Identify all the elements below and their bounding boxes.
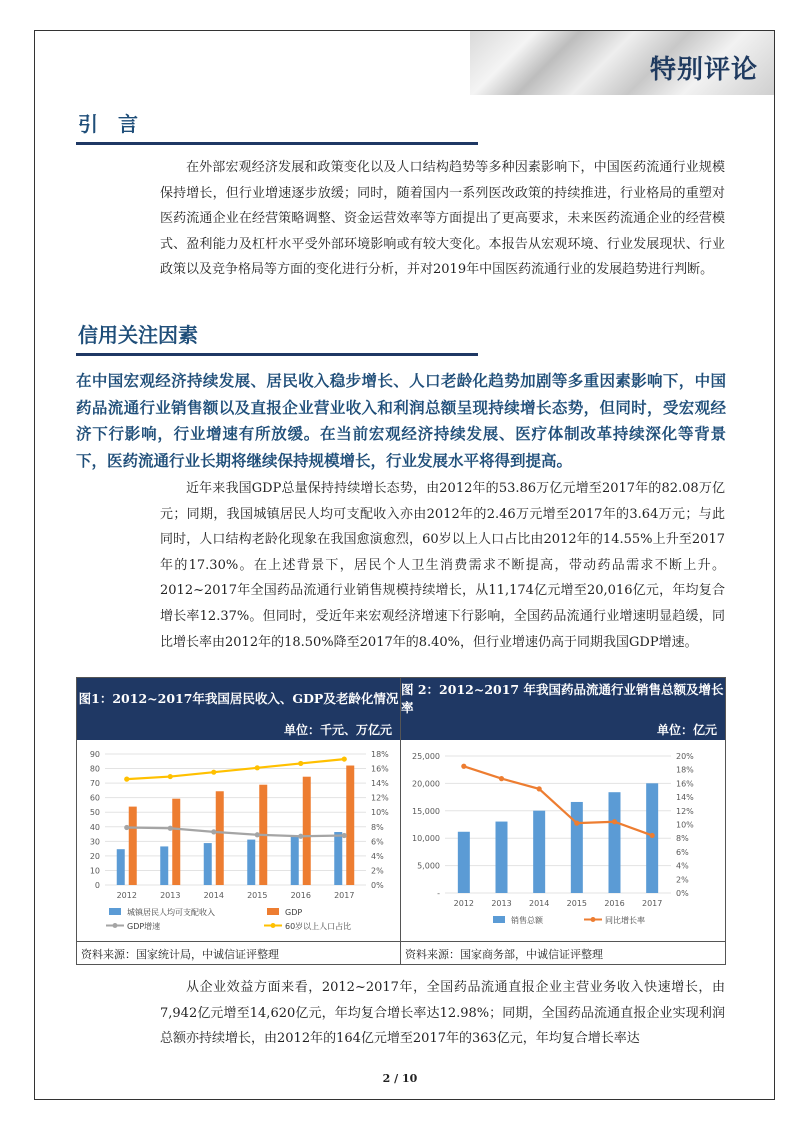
- y-tick-label: 50: [89, 808, 100, 818]
- legend-swatch-point: [591, 917, 596, 922]
- intro-heading: 引 言: [78, 112, 138, 136]
- series-line-60岁以上人口占比: [127, 759, 345, 779]
- profit-paragraph: 从企业效益方面来看，2012~2017年，全国药品流通直报企业主营业务收入快速增长，由7,942亿元增至14,620亿元，年均复合增长率达12.98%；同期，全国药品流通直报企业实现利润总额亦持续增长，由2012年的164亿元增至2017年的363亿元，年均复合增长率达: [160, 980, 725, 1047]
- point-同比增长率: [537, 786, 542, 791]
- y-tick-label: 30: [89, 837, 100, 847]
- figure2-title: 图 2：2012~2017 年我国药品流通行业销售总额及增长率: [401, 678, 725, 718]
- y-tick-label: 5,000: [417, 861, 440, 871]
- y2-tick-label: 10%: [371, 808, 389, 818]
- y-tick-label: 80: [89, 764, 100, 774]
- y2-tick-label: 0%: [676, 889, 689, 898]
- y2-tick-label: 16%: [371, 764, 389, 774]
- point-同比增长率: [650, 833, 655, 838]
- page-number: 2 / 10: [382, 1072, 418, 1085]
- point-GDP增速: [298, 834, 303, 839]
- point-GDP增速: [124, 825, 129, 830]
- figure-panel: [76, 677, 726, 965]
- x-tick-label: 2017: [641, 899, 663, 908]
- legend-label: GDP: [285, 908, 303, 917]
- bar-销售总额: [458, 832, 470, 893]
- point-60岁以上人口占比: [211, 770, 216, 775]
- point-同比增长率: [461, 764, 466, 769]
- y2-tick-label: 6%: [676, 847, 689, 857]
- y2-tick-label: 18%: [676, 765, 694, 775]
- y-tick-label: 20,000: [412, 779, 440, 789]
- y2-tick-label: 4%: [676, 861, 689, 871]
- intro-rule: [76, 142, 478, 145]
- point-60岁以上人口占比: [168, 774, 173, 779]
- point-60岁以上人口占比: [124, 777, 129, 782]
- bar-城镇居民人均可支配收入: [247, 840, 255, 885]
- macro-paragraph: 近年来我国GDP总量保持持续增长态势，由2012年的53.86万亿元增至2017年的82.08万亿元；同期，我国城镇居民人均可支配收入亦由2012年的2.46万元增至2017年的3.64万元；与此同时，人口结构老龄化现象在我国愈演愈烈，60岁以上人口占比由2012年的14.55%上升至2017年的17.30%。在上述背景下，居民个人卫生消费需求不断提高，带动药品需求不断上升。2012~2017年全国药品流通行业销售规模持续增长，从11,174亿元增至20,016亿元，年均复合增长率12.37%。但同时，受近年来宏观经济增速下行影响，全国药品流通行业增速明显趋缓，同比增长率由2012年的18.50%降至2017年的8.40%，但行业增速仍高于同期我国GDP增速。: [160, 481, 725, 650]
- report-category-title: 特别评论: [649, 55, 758, 85]
- series-line-同比增长率: [464, 766, 652, 835]
- y-tick-label: 20: [89, 851, 100, 861]
- bar-城镇居民人均可支配收入: [204, 843, 212, 885]
- y2-tick-label: 12%: [371, 793, 389, 803]
- y2-tick-label: 2%: [371, 866, 384, 876]
- x-tick-label: 2013: [491, 899, 512, 908]
- bar-销售总额: [496, 822, 508, 893]
- point-同比增长率: [499, 776, 504, 781]
- figure1-title: 图1：2012~2017年我国居民收入、GDP及老龄化情况: [77, 678, 400, 718]
- point-60岁以上人口占比: [255, 765, 260, 770]
- y2-tick-label: 0%: [371, 881, 384, 890]
- y-tick-label: 40: [89, 822, 100, 832]
- legend-label: 销售总额: [511, 916, 543, 925]
- legend-label: 60岁以上人口占比: [285, 922, 352, 931]
- credit-summary: 在中国宏观经济持续发展、居民收入稳步增长、人口老龄化趋势加剧等多重因素影响下，中国药品流通行业销售额以及直报企业营业收入和利润总额呈现持续增长态势，但同时，受宏观经济下行影响，行业增速有所放缓。在当前宏观经济持续发展、医疗体制改革持续深化等背景下，医药流通行业长期将继续保持规模增长，行业发展水平将得到提高。: [76, 372, 726, 470]
- point-GDP增速: [211, 829, 216, 834]
- y2-tick-label: 4%: [371, 851, 384, 861]
- point-GDP增速: [168, 826, 173, 831]
- bar-GDP: [303, 777, 311, 885]
- y2-tick-label: 20%: [676, 752, 694, 761]
- bar-城镇居民人均可支配收入: [334, 832, 342, 885]
- y2-tick-label: 2%: [676, 875, 689, 885]
- y2-tick-label: 6%: [371, 837, 384, 847]
- y-tick-label: 90: [89, 750, 100, 759]
- x-tick-label: 2012: [453, 899, 475, 908]
- bar-GDP: [172, 799, 180, 885]
- point-60岁以上人口占比: [298, 761, 303, 766]
- header-banner: [470, 31, 774, 95]
- legend-swatch: [267, 908, 279, 915]
- y2-tick-label: 16%: [676, 779, 694, 789]
- bar-销售总额: [646, 783, 658, 893]
- bar-城镇居民人均可支配收入: [160, 846, 168, 885]
- x-tick-label: 2013: [160, 891, 181, 900]
- figure1-source: 资料来源：国家统计局，中诚信证评整理: [77, 941, 400, 965]
- x-tick-label: 2017: [334, 891, 355, 900]
- x-tick-label: 2012: [116, 891, 137, 900]
- bar-GDP: [129, 807, 137, 885]
- figure2-chart: [401, 740, 725, 941]
- point-同比增长率: [574, 821, 579, 826]
- bar-城镇居民人均可支配收入: [117, 849, 125, 885]
- y-tick-label: 15,000: [412, 806, 440, 816]
- y2-tick-label: 8%: [371, 822, 384, 832]
- x-tick-label: 2015: [566, 899, 588, 908]
- bar-城镇居民人均可支配收入: [291, 836, 299, 885]
- y-tick-label: 0: [94, 881, 100, 890]
- y-tick-label: 25,000: [412, 752, 440, 761]
- legend-swatch-point: [271, 923, 276, 928]
- intro-paragraph: 在外部宏观经济发展和政策变化以及人口结构趋势等多种因素影响下，中国医药流通行业规模保持增长，但行业增速逐步放缓；同时，随着国内一系列医改政策的持续推进，行业格局的重塑对医药流通企业在经营策略调整、资金运营效率等方面提出了更高要求，未来医药流通企业的经营模式、盈利能力及杠杆水平受外部环境影响或有较大变化。本报告从宏观环境、行业发展现状、行业政策以及竞争格局等方面的变化进行分析，并对2019年中国医药流通行业的发展趋势进行判断。: [160, 160, 725, 278]
- x-tick-label: 2014: [528, 899, 550, 908]
- bar-销售总额: [533, 811, 545, 893]
- bar-销售总额: [609, 792, 621, 893]
- y2-tick-label: 14%: [676, 793, 694, 803]
- point-60岁以上人口占比: [342, 756, 347, 761]
- x-tick-label: 2016: [290, 891, 311, 900]
- legend-label: 同比增长率: [605, 916, 645, 925]
- point-同比增长率: [612, 819, 617, 824]
- x-tick-label: 2016: [604, 899, 625, 908]
- point-GDP增速: [342, 833, 347, 838]
- figure2-unit: 单位：亿元: [401, 718, 725, 740]
- y2-tick-label: 8%: [676, 834, 689, 844]
- point-GDP增速: [255, 832, 260, 837]
- figure1-chart: [77, 740, 400, 941]
- figure2-source: 资料来源：国家商务部，中诚信证评整理: [401, 941, 725, 965]
- legend-label: 城镇居民人均可支配收入: [127, 908, 215, 917]
- series-line-GDP增速: [127, 828, 345, 837]
- bar-销售总额: [571, 802, 583, 893]
- legend-label: GDP增速: [127, 922, 161, 931]
- bar-GDP: [216, 791, 224, 885]
- y-tick-label: 10: [89, 866, 100, 876]
- y-tick-label: -: [437, 889, 440, 898]
- y2-tick-label: 10%: [676, 820, 694, 830]
- x-tick-label: 2014: [203, 891, 224, 900]
- x-tick-label: 2015: [247, 891, 268, 900]
- credit-rule: [76, 353, 478, 356]
- y2-tick-label: 18%: [371, 750, 389, 759]
- y-tick-label: 10,000: [412, 834, 440, 844]
- legend-swatch: [493, 916, 505, 923]
- y-tick-label: 60: [89, 793, 100, 803]
- bar-GDP: [346, 766, 354, 885]
- y-tick-label: 70: [89, 779, 100, 789]
- legend-swatch: [109, 908, 121, 915]
- legend-swatch-point: [113, 923, 118, 928]
- y2-tick-label: 12%: [676, 806, 694, 816]
- figure1-unit: 单位：千元、万亿元: [77, 718, 400, 740]
- y2-tick-label: 14%: [371, 779, 389, 789]
- credit-heading: 信用关注因素: [78, 323, 198, 347]
